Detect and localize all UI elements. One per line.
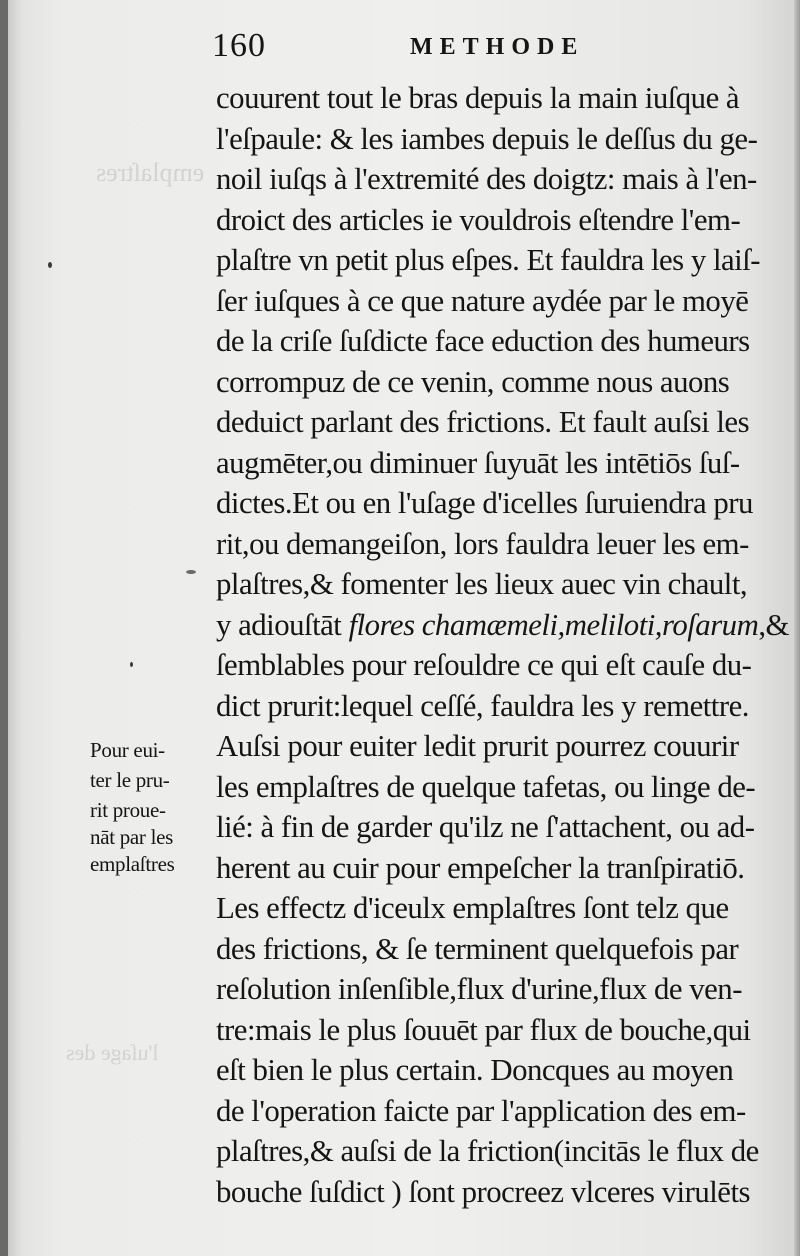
ink-speck [186,570,196,574]
marginal-note-line: ter le pru- [90,768,170,792]
text-line: plaſtres,& fomenter les lieux auec vin chault, [216,566,748,601]
text-line: Auſsi pour euiter ledit prurit pourrez couurir [216,728,739,763]
show-through-text-upper: emplaſtres [96,158,205,187]
marginal-note-line: Pour eui- [90,738,165,762]
marginal-note-line: nāt par les [90,825,173,849]
text-line: des frictions, & ſe terminent quelquefois par [216,930,739,966]
show-through-text-lower: l'uſage des [66,1040,159,1065]
text-line: plaſtres,& auſsi de la friction(incitās le flux de [216,1133,759,1168]
text-line: ſemblables pour reſouldre ce qui eſt cauſe du- [216,647,752,682]
marginal-note [90,735,212,879]
text-line: l'eſpaule: & les iambes depuis le deſſus du ge- [216,120,758,156]
text-line: plaſtre vn petit plus eſpes. Et fauldra les y laiſ- [216,242,761,277]
text-line: noil iuſqs à l'extremité des doigtz: mais à l'en- [216,161,757,196]
text-line: corrompuz de ce venin, comme nous auons [216,363,730,399]
text-line: bouche ſuſdict ) ſont procreez vlceres virulēts [216,1173,751,1209]
page-number: 160 [212,27,266,64]
text-line: de l'operation faicte par l'application des em- [216,1092,746,1128]
text-line: reſolution inſenſible,flux d'urine,flux de ven- [216,971,742,1006]
text-line: de la criſe ſuſdicte face eduction des humeurs [216,323,750,358]
marginal-note-line: rit proue- [90,798,166,822]
text-line: eſt bien le plus certain. Doncques au moyen [216,1052,734,1087]
text-line: deduict parlant des frictions. Et fault auſsi les [216,404,750,439]
ink-speck [48,262,52,268]
text-line: les emplaſtres de quelque tafetas, ou linge de- [216,768,756,804]
text-line: couurent tout le bras depuis la main iuſque à [216,80,740,115]
latin-phrase: flores chamæmeli,meliloti,roſarum [348,606,759,642]
text-line: y adiouſtāt flores chamæmeli,meliloti,roſarum,& [216,606,789,642]
text-line: rit,ou demangeiſon, lors fauldra leuer les em- [216,525,749,561]
text-line: dict prurit:lequel ceſſé, fauldra les y remettre. [216,687,750,723]
text-line: tre:mais le plus ſouuēt par flux de bouche,qui [216,1011,751,1047]
text-line: dictes.Et ou en l'uſage d'icelles ſuruiendra pru [216,485,753,520]
ink-speck [130,662,133,667]
text-line: ſer iuſques à ce que nature aydée par le moyē [216,282,749,318]
marginal-note-line: emplaſtres [90,852,175,876]
page-header [212,26,682,66]
text-line: droict des articles ie vouldrois eſtendre l'em- [216,201,741,237]
page-gutter-shadow [0,0,8,1256]
main-text-block [216,78,796,1212]
running-head: METHODE [410,34,585,60]
text-line: Les effectz d'iceulx emplaſtres ſont telz que [216,890,729,925]
text-line: herent au cuir pour empeſcher la tranſpiratiō. [216,849,745,885]
text-line: augmēter,ou diminuer ſuyuāt les intētiōs ſuſ- [216,444,740,480]
text-line: lié: à fin de garder qu'ilz ne ſ'attachent, ou ad- [216,809,755,844]
